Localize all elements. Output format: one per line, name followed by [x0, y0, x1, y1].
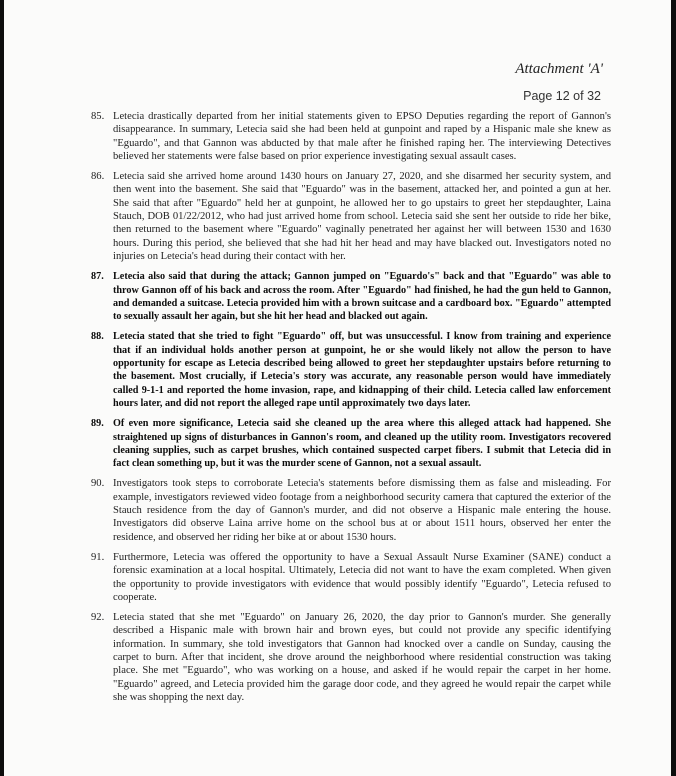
- paragraph-text: Furthermore, Letecia was offered the opportunity to have a Sexual Assault Nurse Examiner (SANE) conduct a forensic examination at a local hospital. Ultimately, Letecia did not want to have the exam completed. When given the opportunity to provide investigators with evidence that would possibly identify "Eguardo", Letecia refused to cooperate.: [113, 551, 611, 603]
- attachment-label: Attachment 'A': [515, 61, 603, 77]
- paragraph-number: 92.: [91, 612, 105, 624]
- paragraph-88: [91, 330, 611, 410]
- paragraph-87: [91, 270, 611, 323]
- paragraph-number: 90.: [91, 478, 105, 490]
- paragraph-text: Investigators took steps to corroborate Letecia's statements before dismissing them as false and misleading. For example, investigators reviewed video footage from a neighborhood security camera that captured the exterior of the Stauch residence from the day of Gannon's murder, and did not observe a Hispanic male entering the house. Investigators did observe Laina arrive home on the school bus at or about 1511 hours, observed her enter the residence, and observed her riding her bike at or about 1530 hours.: [113, 478, 611, 543]
- paragraph-86: [91, 170, 611, 263]
- document-body: [91, 110, 611, 711]
- paragraph-text: Letecia also said that during the attack; Gannon jumped on "Eguardo's" back and that "Eguardo" was able to throw Gannon off of his back and across the room. After "Eguardo" had finished, he had the gun held to Gannon, and demanded a suitcase. Letecia provided him with a brown suitcase and a cardboard box. "Eguardo" attempted to sexually assault her again, but she hit her head and blacked out again.: [113, 271, 611, 323]
- paragraph-number: 85.: [91, 111, 105, 122]
- paragraph-number: 89.: [91, 418, 104, 430]
- page-number: Page 12 of 32: [523, 89, 601, 103]
- document-page: [4, 0, 671, 776]
- paragraph-92: [91, 611, 611, 704]
- paragraph-85: [91, 110, 611, 163]
- paragraph-text: Letecia stated that she met "Eguardo" on January 26, 2020, the day prior to Gannon's murder. She generally described a Hispanic male with brown hair and brown eyes, but could not provide any specific identifying information. In summary, she told investigators that Gannon had knocked over a candle on Sunday, causing the carpet to burn. After that incident, she drove around the neighborhood where residential construction was taking place. She met "Eguardo", who was working on a house, and asked if he would repair the carpet in her home. "Eguardo" agreed, and Letecia provided him the garage door code, and they agreed he would repair the carpet while she was shopping the next day.: [113, 612, 611, 703]
- paragraph-number: 86.: [91, 171, 105, 183]
- paragraph-89: [91, 417, 611, 470]
- paragraph-number: 87.: [91, 271, 104, 283]
- paragraph-text: Letecia stated that she tried to fight "Eguardo" off, but was unsuccessful. I know from training and experience that if an individual holds another person at gunpoint, he or she would likely not allow the person to have opportunity for escape as Letecia described being allowed to greet her stepdaughter upstairs before returning to the basement. Most crucially, if Letecia's story was accurate, any reasonable person would have immediately called 9-1-1 and reported the home invasion, rape, and kidnapping of their child. Letecia called law enforcement hours later, and did not report the alleged rape until approximately two days later.: [113, 331, 611, 409]
- paragraph-number: 88.: [91, 331, 104, 343]
- paragraph-text: Letecia said she arrived home around 1430 hours on January 27, 2020, and she disarmed her security system, and then went into the basement. She said that "Eguardo" was in the basement, attacked her, and pointed a gun at her. She said that after "Eguardo" held her at gunpoint, he allowed her to go upstairs to greet her stepdaughter, Laina Stauch, DOB 01/22/2012, who had just arrived home from school. Letecia said she sent her outside to ride her bike, then returned to the basement where "Eguardo" vaginally penetrated her against her will between 1530 and 1630 hours. During this period, she believed that she had hit her head and may have blacked out. Investigators noted no injuries on Letecia's head during their contact with her.: [113, 171, 611, 262]
- paragraph-text: Of even more significance, Letecia said she cleaned up the area where this alleged attack had happened. She straightened up signs of disturbances in Gannon's room, and cleaned up the utility room. Investigators recovered cleaning supplies, such as carpet brushes, which contained suspected carpet fibers. I submit that Letecia did in fact clean something up, but it was the murder scene of Gannon, not a sexual assault.: [113, 418, 611, 470]
- paragraph-number: 91.: [91, 551, 105, 563]
- paragraph-90: [91, 477, 611, 543]
- paragraph-text: Letecia drastically departed from her initial statements given to EPSO Deputies regarding the report of Gannon's disappearance. In summary, Letecia said she had been held at gunpoint and raped by a Hispanic male she knew as "Eguardo", and that Gannon was abducted by that male after he finished raping her. The interviewing Detectives believed her statements were false based on prior experience investigating sexual assault cases.: [113, 111, 611, 162]
- paragraph-91: [91, 551, 611, 604]
